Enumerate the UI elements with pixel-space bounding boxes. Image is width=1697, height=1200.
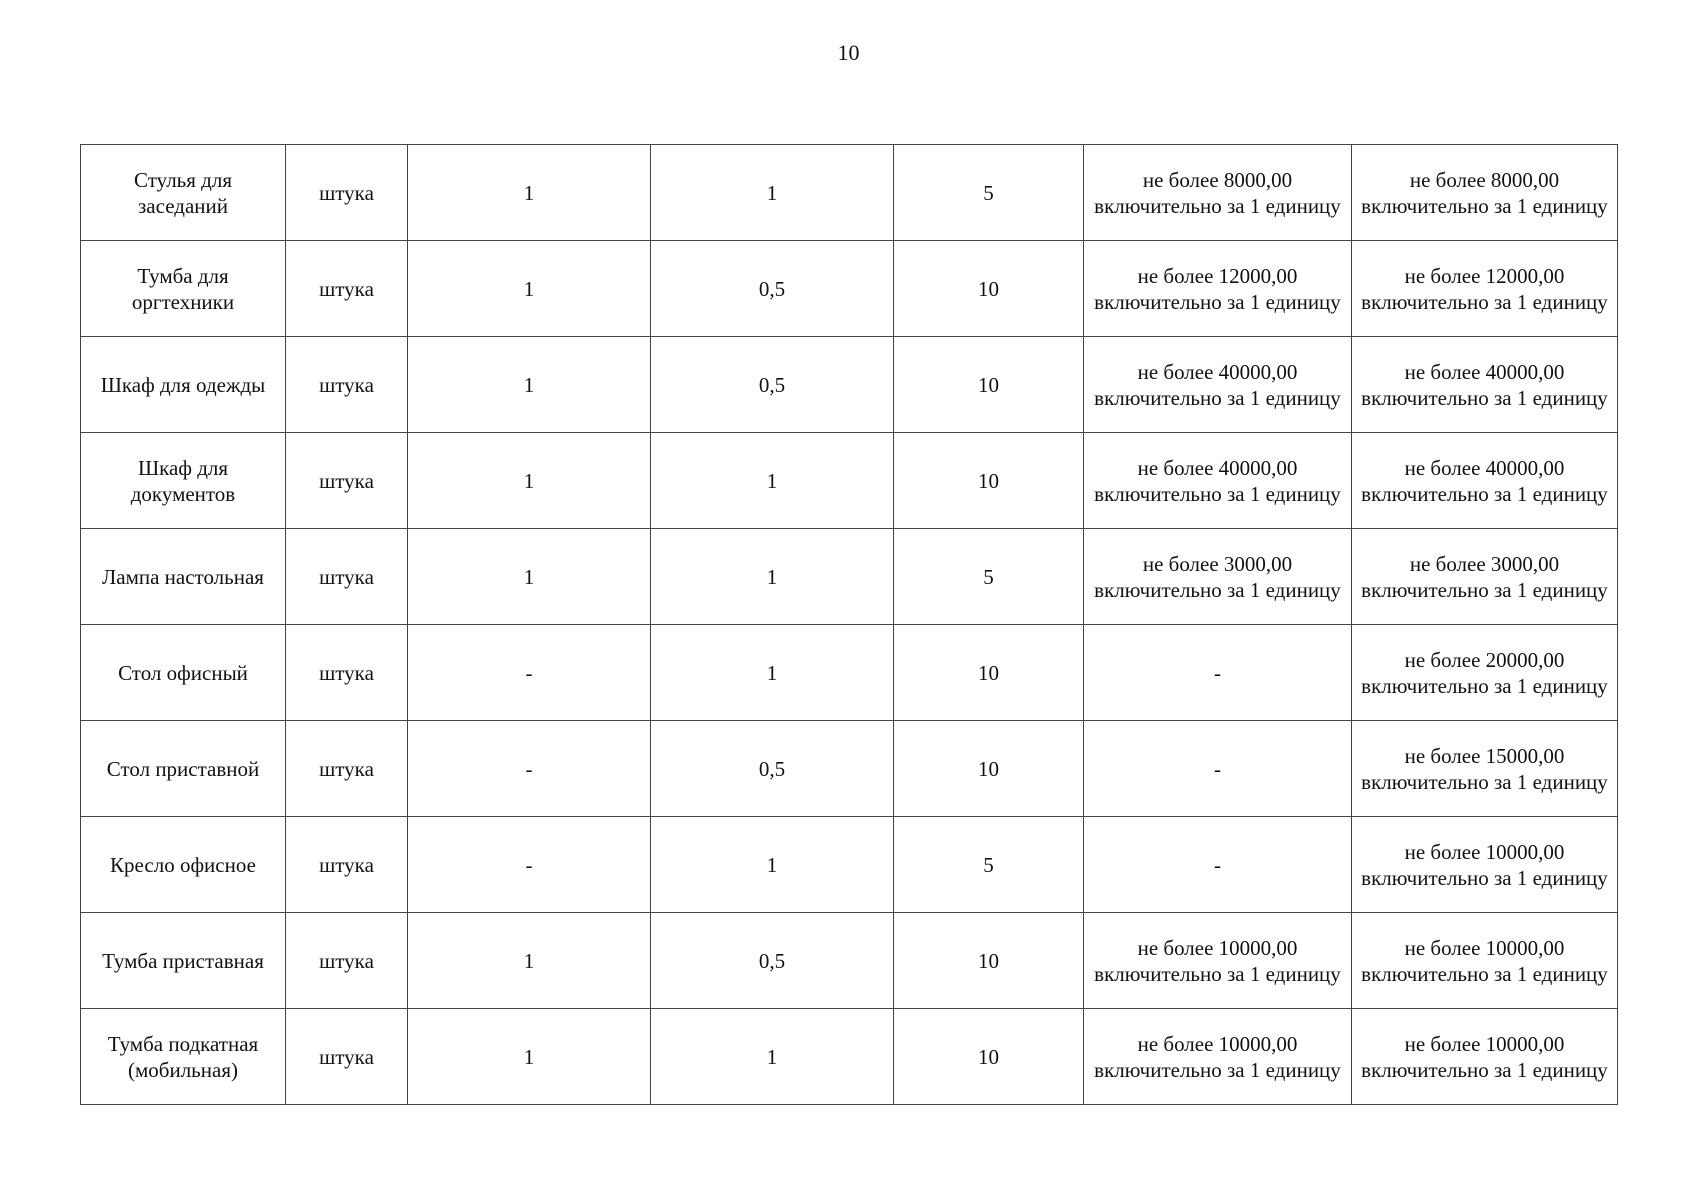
quantity-1-cell: 1 [408,1009,651,1105]
quantity-1-cell: 1 [408,241,651,337]
quantity-1-cell: - [408,625,651,721]
service-life-cell: 10 [894,337,1084,433]
table-row [81,913,1618,1009]
service-life-cell: 5 [894,529,1084,625]
quantity-1-cell: 1 [408,145,651,241]
item-name-cell: Стулья для заседаний [81,145,286,241]
quantity-1-cell: 1 [408,913,651,1009]
unit-cell: штука [286,625,408,721]
price-limit-1-cell: - [1084,625,1352,721]
quantity-1-cell: - [408,817,651,913]
item-name-cell: Тумба приставная [81,913,286,1009]
quantity-1-cell: - [408,721,651,817]
unit-cell: штука [286,145,408,241]
price-limit-1-cell: не более 40000,00 включительно за 1 единицу [1084,337,1352,433]
table-row [81,817,1618,913]
price-limit-2-cell: не более 10000,00 включительно за 1 единицу [1352,817,1618,913]
table-row [81,1009,1618,1105]
table-row [81,241,1618,337]
table-row [81,145,1618,241]
table-row [81,529,1618,625]
quantity-2-cell: 1 [651,625,894,721]
unit-cell: штука [286,913,408,1009]
table-row [81,721,1618,817]
quantity-2-cell: 1 [651,433,894,529]
service-life-cell: 10 [894,433,1084,529]
unit-cell: штука [286,337,408,433]
price-limit-1-cell: не более 40000,00 включительно за 1 единицу [1084,433,1352,529]
table-body [81,145,1618,1105]
quantity-2-cell: 0,5 [651,337,894,433]
price-limit-1-cell: не более 10000,00 включительно за 1 единицу [1084,1009,1352,1105]
price-limit-2-cell: не более 40000,00 включительно за 1 единицу [1352,433,1618,529]
price-limit-2-cell: не более 10000,00 включительно за 1 единицу [1352,1009,1618,1105]
price-limit-1-cell: не более 10000,00 включительно за 1 единицу [1084,913,1352,1009]
norms-table [80,144,1618,1105]
quantity-2-cell: 1 [651,529,894,625]
price-limit-1-cell: не более 8000,00 включительно за 1 единицу [1084,145,1352,241]
service-life-cell: 10 [894,1009,1084,1105]
unit-cell: штука [286,1009,408,1105]
table-row [81,433,1618,529]
service-life-cell: 5 [894,817,1084,913]
price-limit-2-cell: не более 12000,00 включительно за 1 единицу [1352,241,1618,337]
quantity-1-cell: 1 [408,337,651,433]
quantity-1-cell: 1 [408,529,651,625]
price-limit-1-cell: - [1084,721,1352,817]
price-limit-1-cell: не более 12000,00 включительно за 1 единицу [1084,241,1352,337]
quantity-2-cell: 1 [651,145,894,241]
item-name-cell: Кресло офисное [81,817,286,913]
unit-cell: штука [286,433,408,529]
item-name-cell: Шкаф для одежды [81,337,286,433]
quantity-2-cell: 1 [651,1009,894,1105]
price-limit-2-cell: не более 20000,00 включительно за 1 единицу [1352,625,1618,721]
item-name-cell: Лампа настольная [81,529,286,625]
price-limit-2-cell: не более 8000,00 включительно за 1 единицу [1352,145,1618,241]
quantity-2-cell: 0,5 [651,913,894,1009]
item-name-cell: Тумба подкатная (мобильная) [81,1009,286,1105]
service-life-cell: 10 [894,721,1084,817]
unit-cell: штука [286,817,408,913]
price-limit-2-cell: не более 15000,00 включительно за 1 единицу [1352,721,1618,817]
unit-cell: штука [286,721,408,817]
service-life-cell: 10 [894,625,1084,721]
quantity-2-cell: 1 [651,817,894,913]
unit-cell: штука [286,241,408,337]
price-limit-2-cell: не более 40000,00 включительно за 1 единицу [1352,337,1618,433]
item-name-cell: Тумба для оргтехники [81,241,286,337]
quantity-2-cell: 0,5 [651,241,894,337]
service-life-cell: 5 [894,145,1084,241]
service-life-cell: 10 [894,913,1084,1009]
unit-cell: штука [286,529,408,625]
table-row [81,625,1618,721]
table-row [81,337,1618,433]
price-limit-1-cell: - [1084,817,1352,913]
price-limit-2-cell: не более 10000,00 включительно за 1 единицу [1352,913,1618,1009]
page-number: 10 [837,40,860,65]
service-life-cell: 10 [894,241,1084,337]
price-limit-2-cell: не более 3000,00 включительно за 1 единицу [1352,529,1618,625]
item-name-cell: Стол приставной [81,721,286,817]
price-limit-1-cell: не более 3000,00 включительно за 1 единицу [1084,529,1352,625]
quantity-1-cell: 1 [408,433,651,529]
quantity-2-cell: 0,5 [651,721,894,817]
item-name-cell: Шкаф для документов [81,433,286,529]
item-name-cell: Стол офисный [81,625,286,721]
